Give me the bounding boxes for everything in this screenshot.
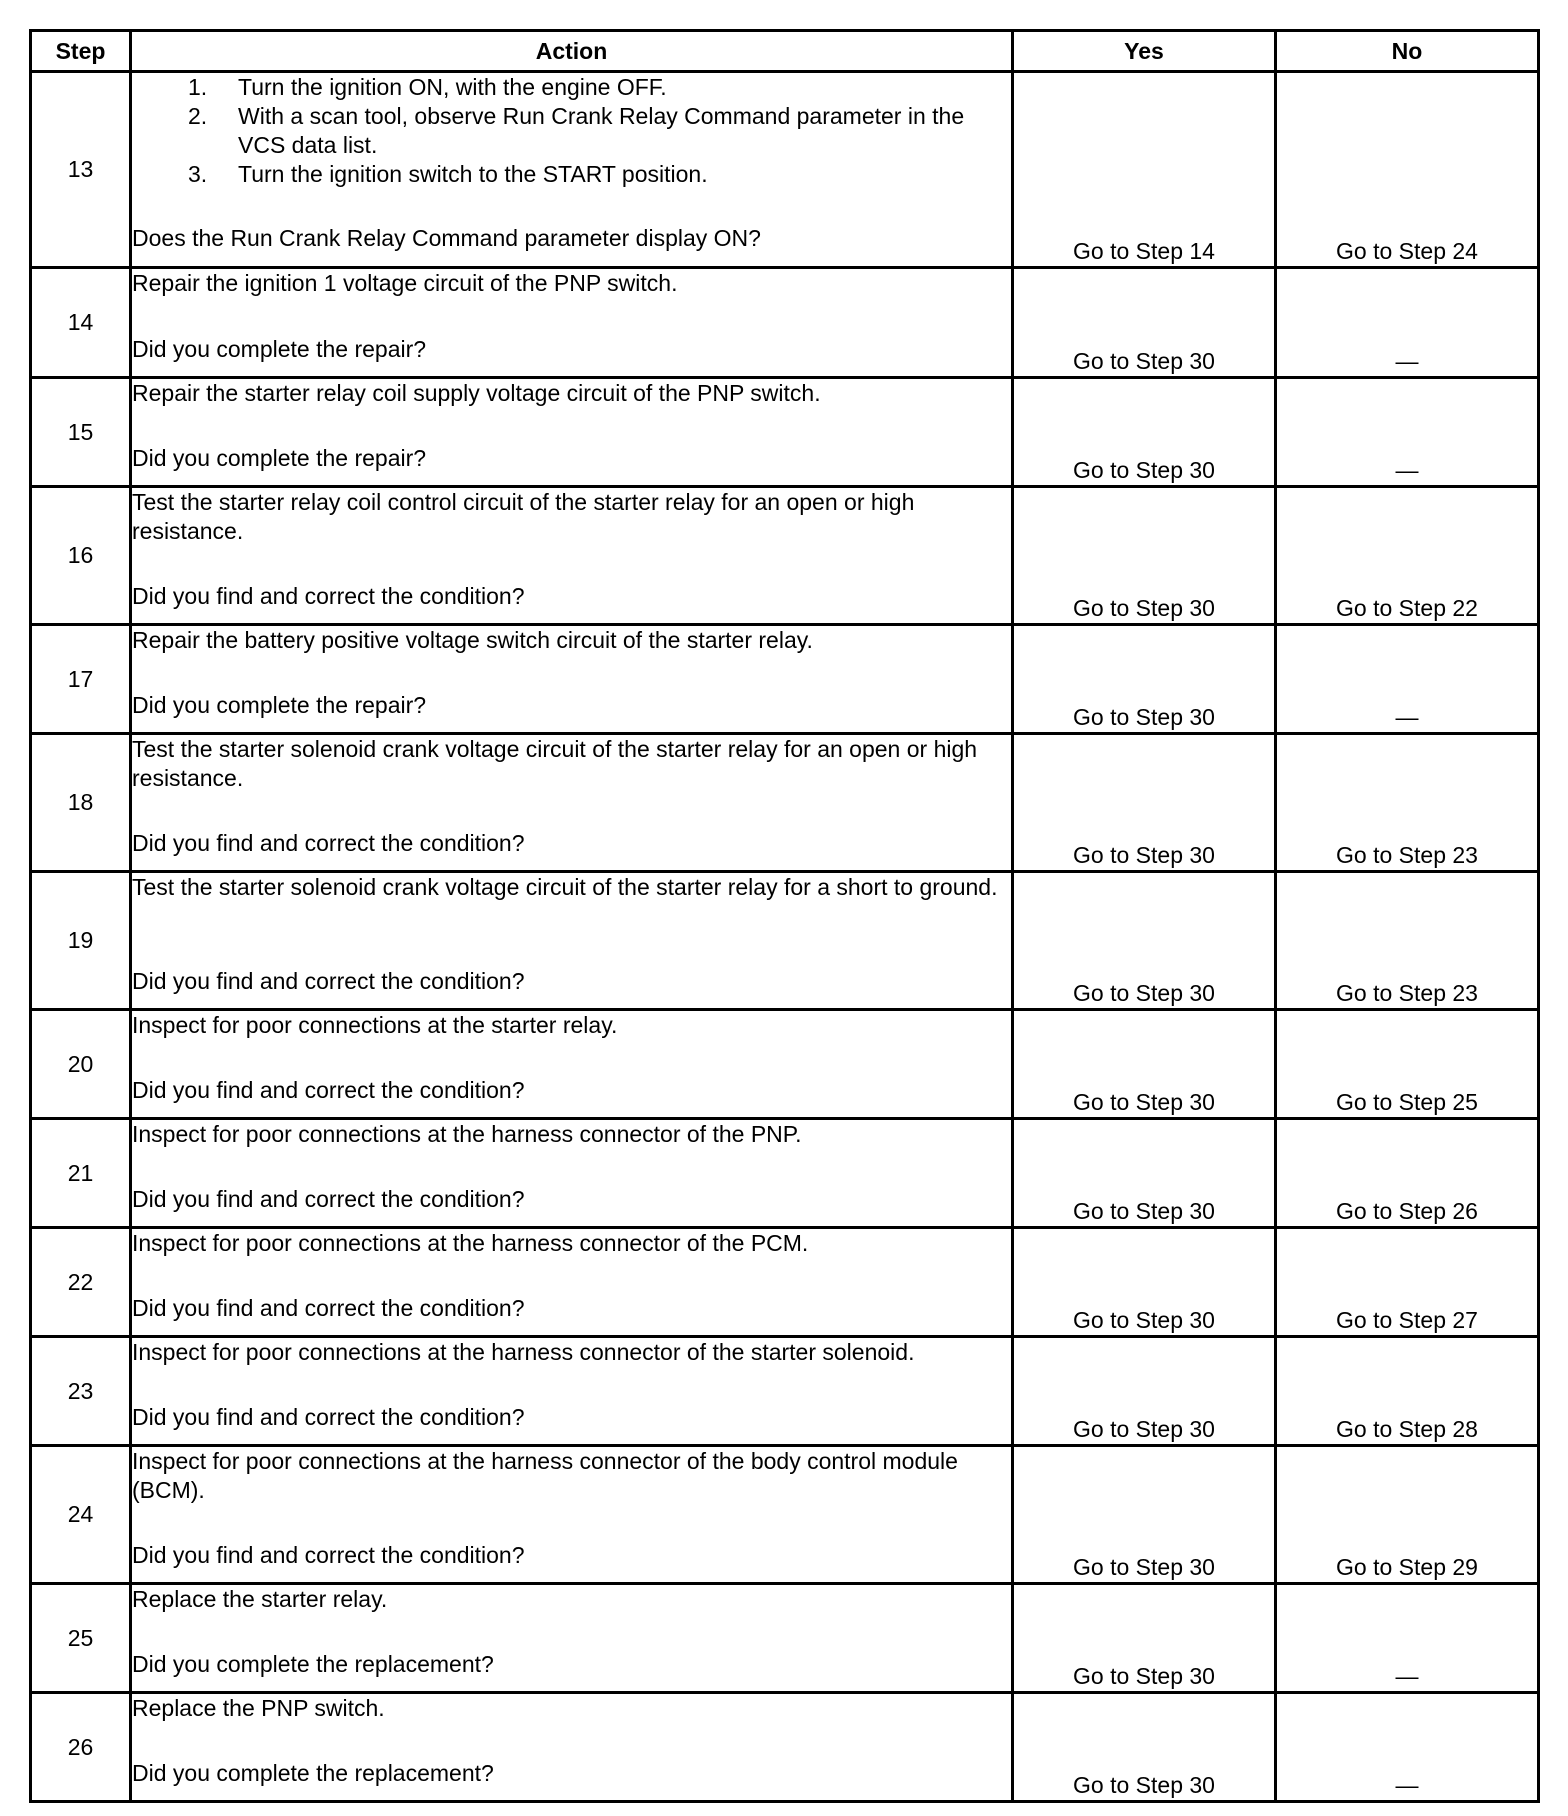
action-text: Test the starter relay coil control circuit of the starter relay for an open or high resistance. xyxy=(132,489,915,544)
action-cell xyxy=(131,378,1013,487)
yes-cell: Go to Step 30 xyxy=(1013,378,1276,487)
table-row xyxy=(31,872,1539,1010)
yes-cell: Go to Step 30 xyxy=(1013,1228,1276,1337)
no-cell: Go to Step 22 xyxy=(1276,487,1539,625)
table-row xyxy=(31,378,1539,487)
no-cell: — xyxy=(1276,625,1539,734)
step-number: 14 xyxy=(31,268,131,378)
table-row xyxy=(31,487,1539,625)
question-text: Did you complete the replacement? xyxy=(132,1651,494,1677)
action-cell xyxy=(131,1228,1013,1337)
action-cell xyxy=(131,1337,1013,1446)
no-cell: Go to Step 26 xyxy=(1276,1119,1539,1228)
yes-cell: Go to Step 30 xyxy=(1013,872,1276,1010)
list-item: 1. Turn the ignition ON, with the engine OFF. xyxy=(188,74,667,100)
action-text: Inspect for poor connections at the harness connector of the starter solenoid. xyxy=(132,1339,915,1365)
table-row xyxy=(31,1010,1539,1119)
list-item: 2. With a scan tool, observe Run Crank Relay Command parameter in the VCS data list. xyxy=(188,103,965,158)
action-cell xyxy=(131,1119,1013,1228)
table-row xyxy=(31,1693,1539,1802)
header-no: No xyxy=(1276,31,1539,72)
step-number: 25 xyxy=(31,1584,131,1693)
yes-cell: Go to Step 30 xyxy=(1013,1337,1276,1446)
action-cell xyxy=(131,1446,1013,1584)
table-row xyxy=(31,1584,1539,1693)
question-text: Did you find and correct the condition? xyxy=(132,1295,525,1321)
step-number: 23 xyxy=(31,1337,131,1446)
question-text: Did you find and correct the condition? xyxy=(132,583,525,609)
yes-cell: Go to Step 14 xyxy=(1013,72,1276,268)
step-number: 16 xyxy=(31,487,131,625)
step-number: 18 xyxy=(31,734,131,872)
step-number: 22 xyxy=(31,1228,131,1337)
action-cell xyxy=(131,1584,1013,1693)
header-row xyxy=(31,31,1539,72)
action-text: Repair the battery positive voltage switch circuit of the starter relay. xyxy=(132,627,813,653)
action-cell xyxy=(131,268,1013,378)
question-text: Did you complete the repair? xyxy=(132,692,427,718)
action-text: Repair the ignition 1 voltage circuit of the PNP switch. xyxy=(132,270,678,296)
table-row xyxy=(31,1119,1539,1228)
yes-cell: Go to Step 30 xyxy=(1013,734,1276,872)
action-text: Test the starter solenoid crank voltage circuit of the starter relay for a short to ground. xyxy=(132,874,998,900)
table-row xyxy=(31,1337,1539,1446)
action-cell xyxy=(131,1693,1013,1802)
action-text: Inspect for poor connections at the harness connector of the PNP. xyxy=(132,1121,802,1147)
header-yes: Yes xyxy=(1013,31,1276,72)
table-row xyxy=(31,1228,1539,1337)
question-text: Did you find and correct the condition? xyxy=(132,968,525,994)
action-text: Replace the PNP switch. xyxy=(132,1695,385,1721)
action-cell xyxy=(131,487,1013,625)
action-text: Repair the starter relay coil supply voltage circuit of the PNP switch. xyxy=(132,380,821,406)
question-text: Did you find and correct the condition? xyxy=(132,830,525,856)
step-number: 26 xyxy=(31,1693,131,1802)
no-cell: Go to Step 24 xyxy=(1276,72,1539,268)
table-row xyxy=(31,268,1539,378)
no-cell: — xyxy=(1276,378,1539,487)
step-number: 17 xyxy=(31,625,131,734)
step-number: 19 xyxy=(31,872,131,1010)
diagnostic-table xyxy=(29,29,1540,1803)
no-cell: — xyxy=(1276,1584,1539,1693)
question-text: Did you find and correct the condition? xyxy=(132,1186,525,1212)
step-number: 13 xyxy=(31,72,131,268)
step-number: 20 xyxy=(31,1010,131,1119)
yes-cell: Go to Step 30 xyxy=(1013,1010,1276,1119)
list-item: 3. Turn the ignition switch to the START position. xyxy=(188,161,708,187)
yes-cell: Go to Step 30 xyxy=(1013,1693,1276,1802)
no-cell: Go to Step 23 xyxy=(1276,872,1539,1010)
question-text: Did you find and correct the condition? xyxy=(132,1404,525,1430)
yes-cell: Go to Step 30 xyxy=(1013,625,1276,734)
yes-cell: Go to Step 30 xyxy=(1013,487,1276,625)
header-action: Action xyxy=(131,31,1013,72)
question-text: Did you complete the replacement? xyxy=(132,1760,494,1786)
header-step: Step xyxy=(31,31,131,72)
action-cell xyxy=(131,72,1013,268)
no-cell: — xyxy=(1276,268,1539,378)
no-cell: — xyxy=(1276,1693,1539,1802)
yes-cell: Go to Step 30 xyxy=(1013,268,1276,378)
yes-cell: Go to Step 30 xyxy=(1013,1584,1276,1693)
table-row xyxy=(31,625,1539,734)
step-number: 15 xyxy=(31,378,131,487)
action-text: Inspect for poor connections at the harness connector of the body control module (BCM). xyxy=(132,1448,958,1503)
table-row xyxy=(31,734,1539,872)
question-text: Did you find and correct the condition? xyxy=(132,1542,525,1568)
yes-cell: Go to Step 30 xyxy=(1013,1119,1276,1228)
step-number: 21 xyxy=(31,1119,131,1228)
no-cell: Go to Step 28 xyxy=(1276,1337,1539,1446)
no-cell: Go to Step 23 xyxy=(1276,734,1539,872)
action-cell xyxy=(131,1010,1013,1119)
question-text: Does the Run Crank Relay Command parameter display ON? xyxy=(132,225,761,251)
yes-cell: Go to Step 30 xyxy=(1013,1446,1276,1584)
action-text: Inspect for poor connections at the harness connector of the PCM. xyxy=(132,1230,809,1256)
no-cell: Go to Step 27 xyxy=(1276,1228,1539,1337)
table-row xyxy=(31,1446,1539,1584)
no-cell: Go to Step 25 xyxy=(1276,1010,1539,1119)
action-text: Inspect for poor connections at the starter relay. xyxy=(132,1012,618,1038)
question-text: Did you complete the repair? xyxy=(132,336,427,362)
question-text: Did you complete the repair? xyxy=(132,445,427,471)
question-text: Did you find and correct the condition? xyxy=(132,1077,525,1103)
step-list xyxy=(132,73,1011,189)
no-cell: Go to Step 29 xyxy=(1276,1446,1539,1584)
action-cell xyxy=(131,625,1013,734)
table-row xyxy=(31,72,1539,268)
action-cell xyxy=(131,734,1013,872)
action-text: Replace the starter relay. xyxy=(132,1586,388,1612)
action-cell xyxy=(131,872,1013,1010)
action-text: Test the starter solenoid crank voltage circuit of the starter relay for an open or high resistance. xyxy=(132,736,978,791)
step-number: 24 xyxy=(31,1446,131,1584)
